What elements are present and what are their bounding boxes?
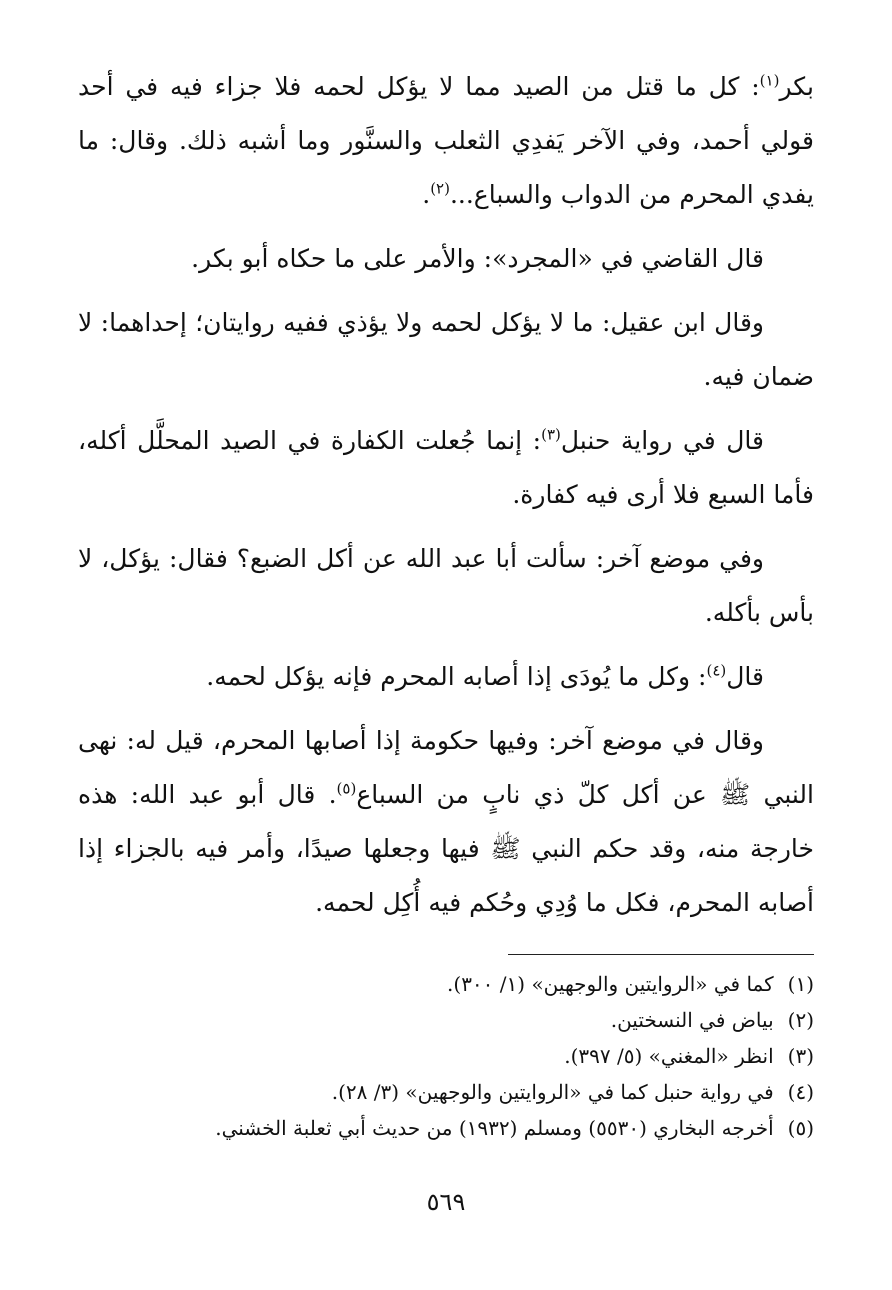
footnote-number: (٤) [787,1080,814,1104]
text-run: : وكل ما يُودَى إذا أصابه المحرم فإنه يؤكل لحمه. [206,662,707,691]
footnote-2 [78,1002,814,1038]
footnote-divider [508,954,814,955]
footnote-number: (٣) [787,1044,814,1068]
paragraph-5: وفي موضع آخر: سألت أبا عبد الله عن أكل الضبع؟ فقال: يؤكل، لا بأس بأكله. [78,544,814,627]
footnote-5 [78,1110,814,1146]
text-run: قال في رواية حنبل [560,426,764,455]
footnote-ref: (٣) [541,425,561,444]
paragraph-1 [78,60,814,222]
paragraph-7 [78,714,814,930]
footnote-ref: (٤) [706,661,727,680]
footnote-number: (٢) [787,1008,814,1032]
footnote-text: كما في «الروايتين والوجهين» (١/ ٣٠٠). [447,972,774,996]
footnote-1 [78,966,814,1002]
text-run: . [422,180,431,209]
text-run: قال [726,662,764,691]
text-run: بكر [779,72,814,101]
footnote-text: أخرجه البخاري (٥٥٣٠) ومسلم (١٩٣٢) من حديث أبي ثعلبة الخشني. [215,1116,774,1140]
footnote-text: في رواية حنبل كما في «الروايتين والوجهين» (٣/ ٢٨). [331,1080,774,1104]
footnotes [78,966,814,1146]
text-run: : كل ما قتل من الصيد مما لا يؤكل لحمه فلا جزاء فيه في أحد قولي أحمد، وفي الآخر يَفدِي الثعلب والسنَّور وما أشبه ذلك. وقال: ما يفدي المحرم من الدواب والسباع... [78,72,814,209]
footnote-text: بياض في النسختين. [610,1008,774,1032]
footnote-ref: (٢) [430,179,450,198]
footnote-3 [78,1038,814,1074]
footnote-number: (٥) [787,1116,814,1140]
footnote-4 [78,1074,814,1110]
text-run: : إنما جُعلت الكفارة في الصيد المحلَّل أكله، فأما السبع فلا أرى فيه كفارة. [78,426,814,509]
paragraph-2: قال القاضي في «المجرد»: والأمر على ما حكاه أبو بكر. [191,244,764,273]
paragraph-4 [78,414,814,522]
text-run: . قال أبو عبد الله: هذه خارجة منه، وقد حكم النبي ﷺ فيها وجعلها صيدًا، وأمر فيه بالجزاء إذا أصابه المحرم، فكل ما وُدِي وحُكم فيه أُكِل لحمه. [78,780,814,917]
footnote-text: انظر «المغني» (٥/ ٣٩٧). [564,1044,774,1068]
footnote-ref: (٥) [336,779,357,798]
footnote-ref: (١) [759,71,780,90]
text-run: وقال في موضع آخر: وفيها حكومة إذا أصابها المحرم، قيل له: نهى النبي ﷺ عن أكل كلّ ذي نابٍ من السباع [78,726,814,809]
main-text [78,60,814,940]
paragraph-6 [78,650,814,704]
paragraph-3: وقال ابن عقيل: ما لا يؤكل لحمه ولا يؤذي ففيه روايتان؛ إحداهما: لا ضمان فيه. [78,308,814,391]
footnote-number: (١) [787,972,814,996]
page-number: ٥٦٩ [426,1188,466,1216]
